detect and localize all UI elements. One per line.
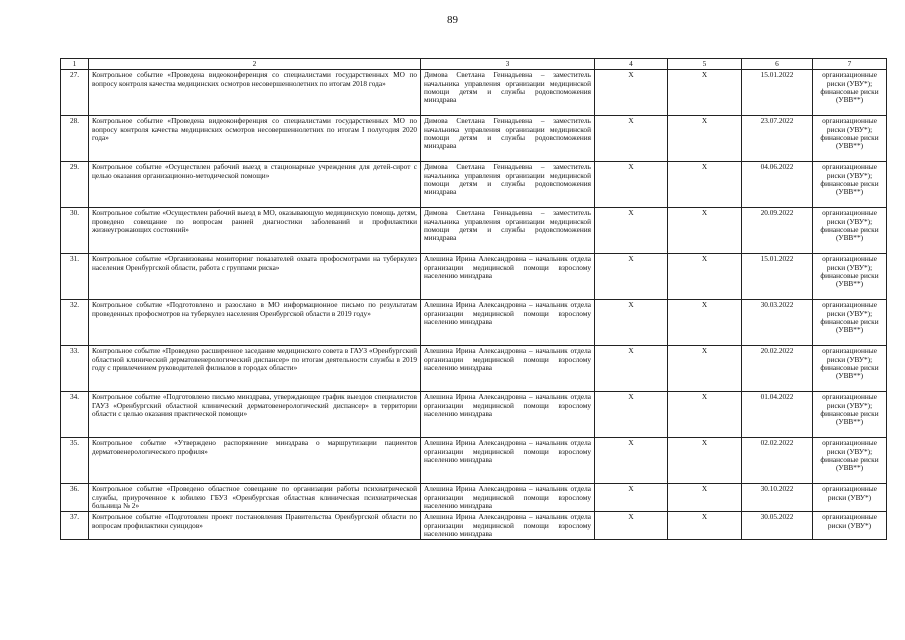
responsible-person: Димова Светлана Геннадьевна – заместитель начальника управления организации медицинской помощи детям и службы родовспоможения минздрава: [421, 116, 595, 162]
risk-type: организационные риски (УВУ*); финансовые риски (УВВ**): [813, 254, 887, 300]
table-row: [61, 254, 887, 300]
responsible-person: Димова Светлана Геннадьевна – заместитель начальника управления организации медицинской помощи детям и службы родовспоможения минздрава: [421, 208, 595, 254]
column-number: 3: [421, 59, 595, 70]
risk-type: организационные риски (УВУ*): [813, 484, 887, 512]
table-row: [61, 484, 887, 512]
row-number: 35.: [61, 438, 89, 484]
column-number: 7: [813, 59, 887, 70]
event-description: Контрольное событие «Подготовлено письмо минздрава, утверждающее график выездов специалистов ГАУЗ «Оренбургский областной клинический дерматовенерологический диспансер» в территории области с целью оказания практической помощи»: [89, 392, 421, 438]
column-5-mark: Х: [668, 208, 742, 254]
responsible-person: Алешина Ирина Александровна – начальник отдела организации медицинской помощи взрослому населению минздрава: [421, 512, 595, 540]
due-date: 01.04.2022: [742, 392, 813, 438]
due-date: 30.03.2022: [742, 300, 813, 346]
table-row: [61, 162, 887, 208]
page-number: 89: [447, 14, 458, 26]
event-description: Контрольное событие «Подготовлен проект постановления Правительства Оренбургской области по вопросам профилактики суицидов»: [89, 512, 421, 540]
responsible-person: Алешина Ирина Александровна – начальник отдела организации медицинской помощи взрослому населению минздрава: [421, 300, 595, 346]
row-number: 31.: [61, 254, 89, 300]
due-date: 20.09.2022: [742, 208, 813, 254]
control-events-table: [60, 58, 887, 540]
risk-type: организационные риски (УВУ*); финансовые риски (УВВ**): [813, 116, 887, 162]
column-5-mark: Х: [668, 300, 742, 346]
row-number: 36.: [61, 484, 89, 512]
column-4-mark: Х: [595, 162, 668, 208]
table-row: [61, 512, 887, 540]
table-row: [61, 346, 887, 392]
column-5-mark: Х: [668, 162, 742, 208]
column-number: 1: [61, 59, 89, 70]
responsible-person: Димова Светлана Геннадьевна – заместитель начальника управления организации медицинской помощи детям и службы родовспоможения минздрава: [421, 70, 595, 116]
responsible-person: Алешина Ирина Александровна – начальник отдела организации медицинской помощи взрослому населению минздрава: [421, 254, 595, 300]
column-4-mark: Х: [595, 392, 668, 438]
column-4-mark: Х: [595, 300, 668, 346]
table-row: [61, 438, 887, 484]
row-number: 33.: [61, 346, 89, 392]
risk-type: организационные риски (УВУ*); финансовые риски (УВВ**): [813, 438, 887, 484]
column-number: 5: [668, 59, 742, 70]
table-row: [61, 208, 887, 254]
column-4-mark: Х: [595, 254, 668, 300]
table-row: [61, 392, 887, 438]
column-5-mark: Х: [668, 116, 742, 162]
responsible-person: Алешина Ирина Александровна – начальник отдела организации медицинской помощи взрослому населению минздрава: [421, 484, 595, 512]
responsible-person: Алешина Ирина Александровна – начальник отдела организации медицинской помощи взрослому населению минздрава: [421, 392, 595, 438]
risk-type: организационные риски (УВУ*); финансовые риски (УВВ**): [813, 208, 887, 254]
column-5-mark: Х: [668, 254, 742, 300]
due-date: 20.02.2022: [742, 346, 813, 392]
event-description: Контрольное событие «Утверждено распоряжение минздрава о маршрутизации пациентов дерматовенерологического профиля»: [89, 438, 421, 484]
event-description: Контрольное событие «Осуществлен рабочий выезд в стационарные учреждения для детей-сирот с целью оказания организационно-методической помощи»: [89, 162, 421, 208]
column-4-mark: Х: [595, 512, 668, 540]
due-date: 30.05.2022: [742, 512, 813, 540]
event-description: Контрольное событие «Проведено областное совещание по организации работы психиатрической службы, приуроченное к юбилею ГБУЗ «Оренбургская областная клиническая психиатрическая больница № 2»: [89, 484, 421, 512]
risk-type: организационные риски (УВУ*); финансовые риски (УВВ**): [813, 346, 887, 392]
column-5-mark: Х: [668, 512, 742, 540]
due-date: 04.06.2022: [742, 162, 813, 208]
row-number: 30.: [61, 208, 89, 254]
table-row: [61, 116, 887, 162]
row-number: 32.: [61, 300, 89, 346]
column-5-mark: Х: [668, 438, 742, 484]
event-description: Контрольное событие «Подготовлено и разослано в МО информационное письмо по результатам проведенных профосмотров на туберкулез населения Оренбургской области в 2019 году»: [89, 300, 421, 346]
column-4-mark: Х: [595, 208, 668, 254]
column-5-mark: Х: [668, 346, 742, 392]
event-description: Контрольное событие «Проведена видеоконференция со специалистами государственных МО по вопросу контроля качества медицинских осмотров несовершеннолетних по итогам 2018 года»: [89, 70, 421, 116]
event-description: Контрольное событие «Проведена видеоконференция со специалистами государственных МО по вопросу контроля качества медицинских осмотров несовершеннолетних по итогам I полугодия 2020 года»: [89, 116, 421, 162]
event-description: Контрольное событие «Организованы мониторинг показателей охвата профосмотрами на туберкулез населения Оренбургской области, работа с группами риска»: [89, 254, 421, 300]
column-number: 6: [742, 59, 813, 70]
row-number: 29.: [61, 162, 89, 208]
responsible-person: Алешина Ирина Александровна – начальник отдела организации медицинской помощи взрослому населению минздрава: [421, 438, 595, 484]
event-description: Контрольное событие «Проведено расширенное заседание медицинского совета в ГАУЗ «Оренбургский областной клинический дерматовенерологический диспансер» по итогам деятельности службы в 2019 году с привлечением руководителей филиалов в городах области»: [89, 346, 421, 392]
due-date: 30.10.2022: [742, 484, 813, 512]
responsible-person: Алешина Ирина Александровна – начальник отдела организации медицинской помощи взрослому населению минздрава: [421, 346, 595, 392]
row-number: 34.: [61, 392, 89, 438]
row-number: 37.: [61, 512, 89, 540]
row-number: 28.: [61, 116, 89, 162]
event-description: Контрольное событие «Осуществлен рабочий выезд в МО, оказывающую медицинскую помощь детям, проведено совещание по вопросам ранней диагностики заболеваний и профилактики жизнеугрожающих состояний»: [89, 208, 421, 254]
due-date: 15.01.2022: [742, 254, 813, 300]
risk-type: организационные риски (УВУ*); финансовые риски (УВВ**): [813, 70, 887, 116]
column-4-mark: Х: [595, 70, 668, 116]
table-row: [61, 70, 887, 116]
risk-type: организационные риски (УВУ*); финансовые риски (УВВ**): [813, 300, 887, 346]
due-date: 02.02.2022: [742, 438, 813, 484]
column-number: 4: [595, 59, 668, 70]
risk-type: организационные риски (УВУ*): [813, 512, 887, 540]
column-number: 2: [89, 59, 421, 70]
row-number: 27.: [61, 70, 89, 116]
column-5-mark: Х: [668, 484, 742, 512]
responsible-person: Димова Светлана Геннадьевна – заместитель начальника управления организации медицинской помощи детям и службы родовспоможения минздрава: [421, 162, 595, 208]
risk-type: организационные риски (УВУ*); финансовые риски (УВВ**): [813, 392, 887, 438]
column-5-mark: Х: [668, 392, 742, 438]
column-4-mark: Х: [595, 116, 668, 162]
due-date: 15.01.2022: [742, 70, 813, 116]
column-number-row: [61, 59, 887, 70]
table-row: [61, 300, 887, 346]
column-5-mark: Х: [668, 70, 742, 116]
risk-type: организационные риски (УВУ*); финансовые риски (УВВ**): [813, 162, 887, 208]
column-4-mark: Х: [595, 346, 668, 392]
column-4-mark: Х: [595, 438, 668, 484]
column-4-mark: Х: [595, 484, 668, 512]
due-date: 23.07.2022: [742, 116, 813, 162]
